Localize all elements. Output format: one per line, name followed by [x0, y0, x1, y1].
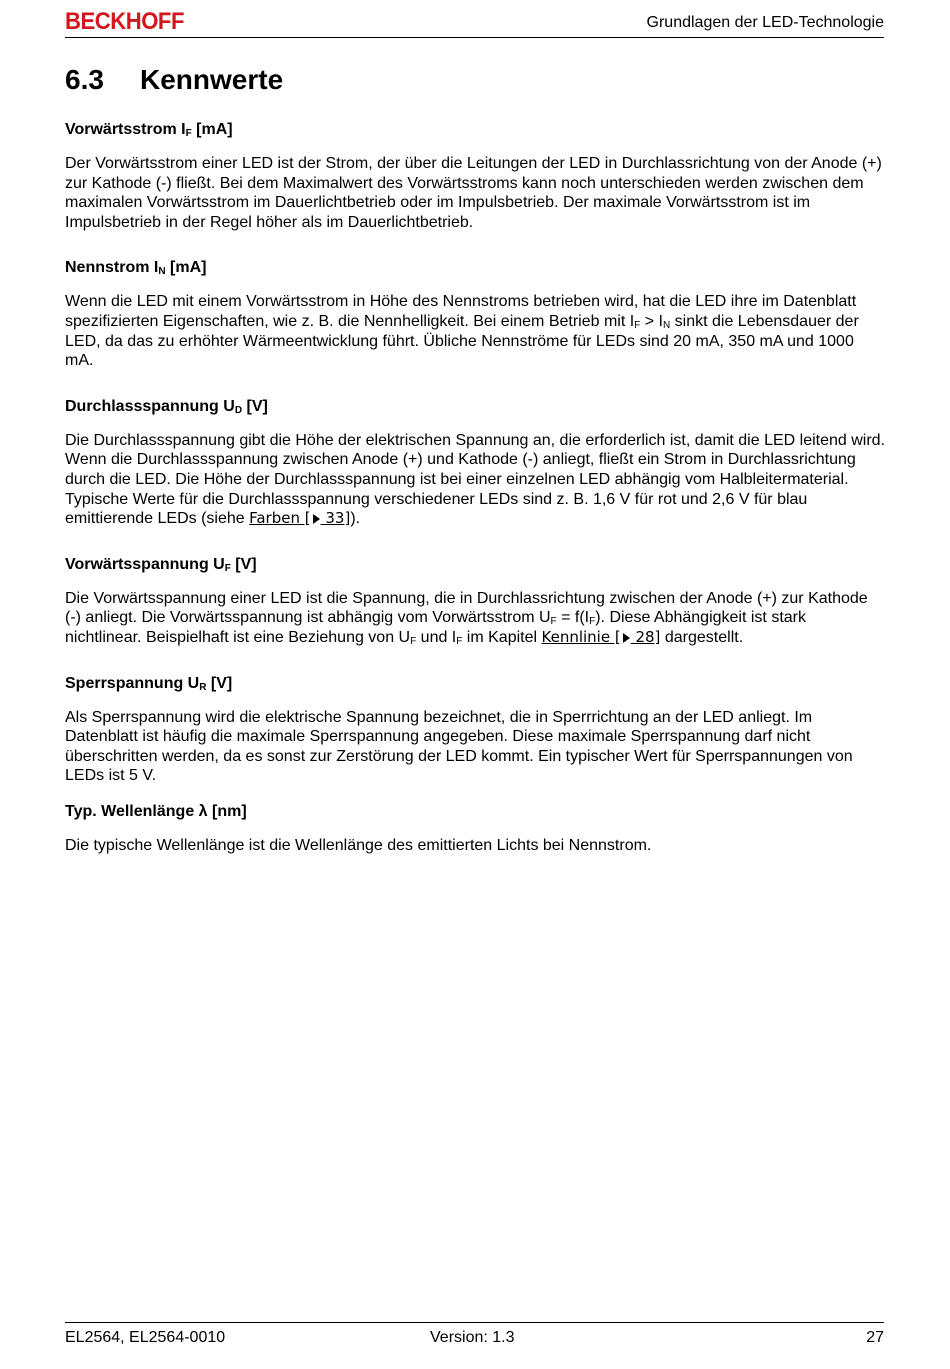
page-ref-arrow-icon: [313, 514, 320, 524]
heading-unit: [V]: [242, 397, 268, 415]
heading-unit: [V]: [206, 674, 233, 692]
heading-nennstrom: [65, 258, 885, 278]
heading-vorwaertsstrom: [65, 120, 885, 140]
heading-text: Nennstrom I: [65, 259, 159, 277]
heading-text: Durchlassspannung U: [65, 397, 235, 415]
section-number: 6.3: [65, 64, 104, 95]
text-run: ). Diese Abhängigkeit ist stark nichtlinear. Beispielhaft ist eine Beziehung von U: [65, 609, 806, 646]
text-run: Die Durchlassspannung gibt die Höhe der elektrischen Spannung an, die erforderlich ist, damit die LED leitend wird. Wenn die Durchlassspannung zwischen Anode (+) und Kathode (-) anliegt, fließt ein Strom in Durchlassrichtung durch die LED. Die Höhe der Durchlassspannung ist bei einer einzelnen LED abhängig vom Halbleitermaterial. Typische Werte für die Durchlassspannung verschiedener LEDs sind z. B. 1,6 V für rot und 2,6 V für blau emittierende LEDs (siehe: [65, 431, 886, 528]
header-title: Grundlagen der LED-Technologie: [646, 14, 884, 31]
heading-sperrspannung: [65, 674, 885, 694]
subscript: F: [589, 616, 596, 628]
heading-text: Sperrspannung U: [65, 674, 200, 692]
footer-divider: [65, 1322, 884, 1323]
heading-durchlassspannung: [65, 397, 885, 417]
page-ref-arrow-icon: [623, 633, 630, 643]
subscript: F: [550, 616, 557, 628]
paragraph-vorwaertsstrom: Der Vorwärtsstrom einer LED ist der Strom, der über die Leitungen der LED in Durchlassrichtung von der Anode (+) zur Kathode (-) fließt. Bei dem Maximalwert des Vorwärtsstroms kann noch unterschieden werden zwischen dem maximalen Vorwärtsstrom im Dauerlichtbetrieb oder im Impulsbetrieb. Der maximale Vorwärtsstrom ist im Impulsbetrieb in der Regel höher als im Dauerlichtbetrieb.: [65, 155, 882, 231]
text-run: dargestellt.: [660, 628, 744, 646]
link-text: Farben [: [249, 509, 311, 528]
heading-vorwaertsspannung: [65, 555, 885, 575]
header-divider: [65, 37, 884, 38]
subscript: D: [234, 404, 243, 416]
text-run: Wenn die LED mit einem Vorwärtsstrom in Höhe des Nennstroms betrieben wird, hat die LED ihre im Datenblatt spezifizierten Eigenschaften, wie z. B. die Nennhelligkeit. Bei einem Betrieb mit I: [65, 293, 857, 330]
text-run: > I: [640, 312, 663, 330]
paragraph-vorwaertsspannung: [65, 589, 885, 648]
link-page: 28]: [630, 627, 661, 646]
subscript: R: [199, 681, 207, 693]
text-run: und I: [416, 628, 457, 646]
paragraph-nennstrom: [65, 292, 885, 370]
heading-wellenlaenge: Typ. Wellenlänge λ [nm]: [65, 802, 247, 820]
subscript: F: [185, 128, 192, 139]
subscript: F: [410, 635, 417, 647]
section-title: [65, 64, 283, 96]
paragraph-wellenlaenge: Die typische Wellenlänge ist die Wellenlänge des emittierten Lichts bei Nennstrom.: [65, 836, 652, 854]
footer-version: Version: 1.3: [430, 1329, 515, 1346]
heading-text: Vorwärtsspannung U: [65, 555, 225, 573]
paragraph-sperrspannung: Als Sperrspannung wird die elektrische Spannung bezeichnet, die in Sperrrichtung an der LED anliegt. Im Datenblatt ist häufig die maximale Sperrspannung angegeben. Diese maximale Sperrspannung darf nicht überschritten werden, da es sonst zur Zerstörung der LED kommt. Ein typischer Wert für Sperrspannungen von LEDs ist 5 V.: [65, 708, 853, 785]
heading-text: Vorwärtsstrom I: [65, 121, 186, 138]
beckhoff-logo: BECKHOFF: [65, 8, 184, 35]
heading-unit: [V]: [230, 555, 257, 573]
subscript: F: [634, 319, 641, 331]
link-kennlinie[interactable]: [542, 628, 661, 646]
subscript: N: [158, 266, 166, 278]
section-title-text: Kennwerte: [140, 64, 284, 95]
subscript: N: [662, 319, 671, 331]
link-page: 33]: [320, 509, 351, 528]
heading-unit: [mA]: [165, 259, 207, 277]
text-run: sinkt die Lebensdauer der LED, da das zu erhöhter Wärmeentwicklung führt. Übliche Nennströme für LEDs sind 20 mA, 350 mA und 1000 mA.: [65, 312, 859, 370]
subscript: F: [456, 635, 463, 647]
document-body: [65, 120, 885, 874]
paragraph-durchlassspannung: [65, 431, 885, 529]
text-run: = f(I: [556, 609, 590, 627]
link-farben[interactable]: [249, 509, 350, 527]
subscript: F: [224, 562, 231, 574]
page-number: 27: [866, 1329, 884, 1346]
text-run: Die Vorwärtsspannung einer LED ist die Spannung, die in Durchlassrichtung zwischen der Anode (+) zur Kathode (-) anliegt. Die Vorwärtsspannung ist abhängig vom Vorwärtsstrom U: [65, 589, 868, 627]
heading-unit: [mA]: [191, 121, 233, 138]
link-text: Kennlinie [: [541, 627, 621, 646]
footer-product: EL2564, EL2564-0010: [65, 1329, 226, 1346]
text-run: im Kapitel: [462, 628, 542, 646]
text-run: ).: [350, 510, 361, 528]
